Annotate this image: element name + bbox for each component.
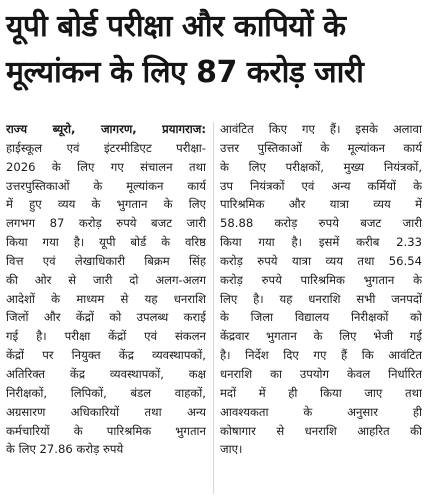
headline-line-2: मूल्यांकन के लिए 87 करोड़ जारी xyxy=(6,55,364,90)
column-divider xyxy=(213,122,214,494)
article-line: केंद्रवार भुगतान के लिए भेजी गई xyxy=(220,329,422,344)
article-line: किया गया है। यूपी बोर्ड के वरिष्ठ xyxy=(6,235,206,250)
article-line: पारिश्रमिक और यात्रा व्यय में xyxy=(220,197,422,212)
article-line: केंद्रों पर नियुक्त केंद्र व्यवस्थापकों, xyxy=(6,348,206,363)
article-line: लगभग 87 करोड़ रुपये बजट जारी xyxy=(6,216,206,231)
article-line: लिए है। यह धनराशि सभी जनपदों xyxy=(220,291,422,306)
headline-line-1: यूपी बोर्ड परीक्षा और कापियों के xyxy=(6,9,346,44)
article-line: में हुए व्यय के भुगतान के लिए xyxy=(6,197,206,212)
article-line: के जिला विद्यालय निरीक्षकों को xyxy=(220,310,422,325)
article-line: अतिरिक्त केंद्र व्यवस्थापकों, कक्ष xyxy=(6,366,206,381)
article-line: कर्मचारियों के पारिश्रमिक भुगतान xyxy=(6,423,206,438)
article-line: 58.88 करोड़ रुपये बजट जारी xyxy=(220,216,422,231)
article-line: कोषागार से धनराशि आहरित की xyxy=(220,423,422,438)
article-line: धनराशि का उपयोग केवल निर्धारित xyxy=(220,366,422,381)
article-line: के लिए परीक्षकों, मुख्य नियंत्रकों, xyxy=(220,159,422,174)
article-line: के लिए 27.86 करोड़ रुपये xyxy=(6,442,124,457)
article-line: उत्तरपुस्तिकाओं के मूल्यांकन कार्य xyxy=(6,178,206,193)
article-line: जाए। xyxy=(220,442,243,457)
article-column-left xyxy=(6,120,206,459)
article-line: निरीक्षकों, लिपिकों, बंडल वाहकों, xyxy=(6,385,206,400)
article-column-right xyxy=(220,120,422,459)
article-line: की ओर से जारी दो अलग-अलग xyxy=(6,272,206,287)
article-line: राज्य ब्यूरो, जागरण, प्रयागराज: xyxy=(6,122,206,136)
article-line: हाईस्कूल एवं इंटरमीडिएट परीक्षा- xyxy=(6,140,206,155)
article-line: करोड़ रुपये पारिश्रमिक भुगतान के xyxy=(220,272,422,287)
article-line: आदेशों के माध्यम से यह धनराशि xyxy=(6,291,206,306)
article-line: आवश्यकता के अनुसार ही xyxy=(220,404,422,419)
headline xyxy=(6,4,420,96)
article-line: करोड़ रुपये यात्रा व्यय तथा 56.54 xyxy=(220,253,422,268)
article-line: वित्त एवं लेखाधिकारी बिक्रम सिंह xyxy=(6,253,206,268)
article-line: आवंटित किए गए हैं। इसके अलावा xyxy=(220,122,422,136)
article-line: किया गया है। इसमें करीब 2.33 xyxy=(220,235,422,250)
article-line: है। निर्देश दिए गए हैं कि आवंटित xyxy=(220,348,422,363)
article-line: उत्तर पुस्तिकाओं के मूल्यांकन कार्य xyxy=(220,140,422,155)
article-line: मदों में ही किया जाए तथा xyxy=(220,385,422,400)
article-line: गई है। परीक्षा केंद्रों एवं संकलन xyxy=(6,329,206,344)
article-line: जिलों और केंद्रों को उपलब्ध कराई xyxy=(6,310,206,325)
article-line: 2026 के लिए गए संचालन तथा xyxy=(6,159,206,174)
article-line: अग्रसारण अधिकारियों तथा अन्य xyxy=(6,404,206,419)
article-line: उप नियंत्रकों एवं अन्य कर्मियों के xyxy=(220,178,422,193)
